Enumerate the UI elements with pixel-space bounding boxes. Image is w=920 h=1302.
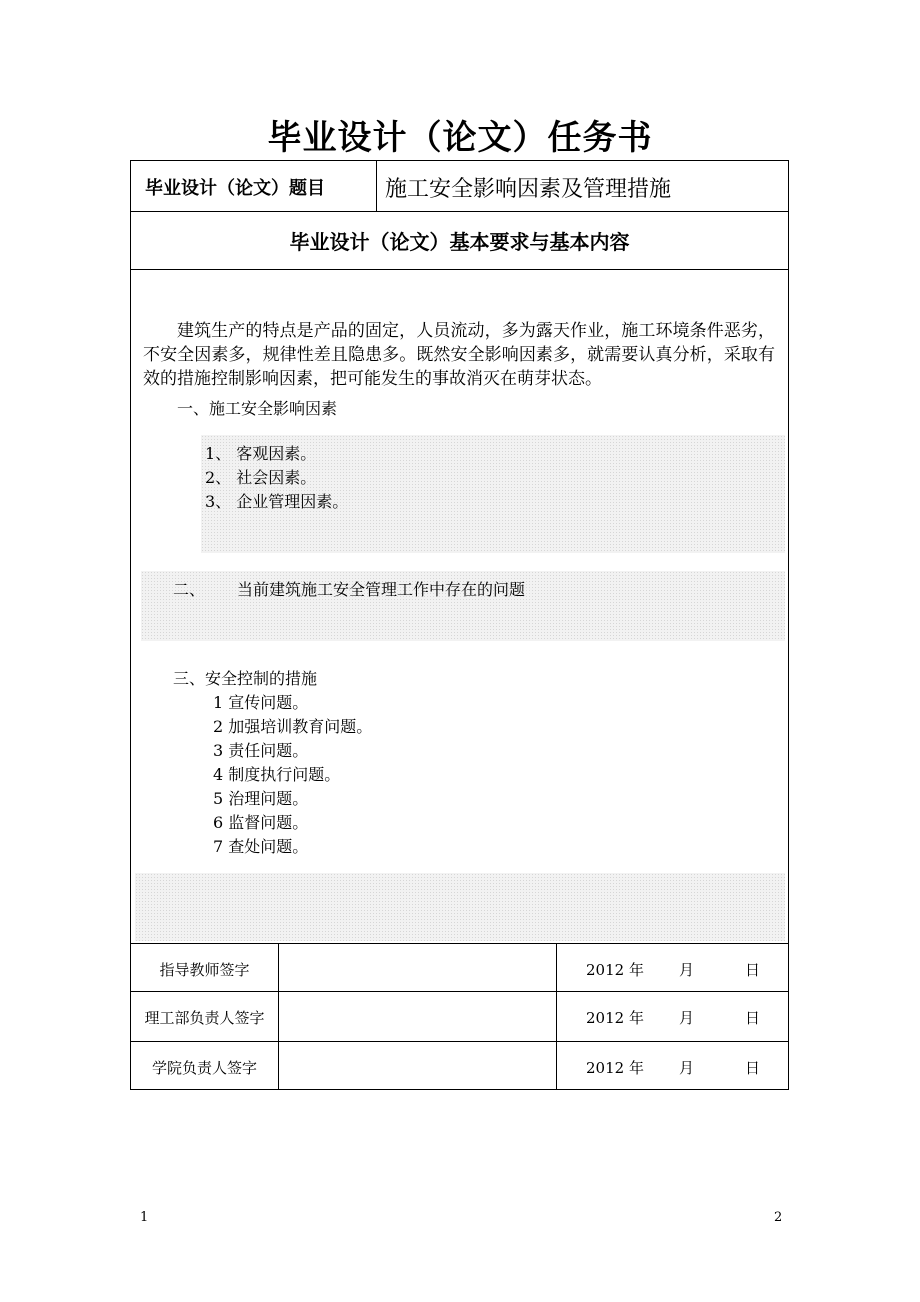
section2-heading: 当前建筑施工安全管理工作中存在的问题 (237, 580, 526, 599)
row-divider (131, 269, 788, 270)
shaded-block (135, 873, 785, 941)
topic-value: 施工安全影响因素及管理措施 (385, 177, 672, 202)
signature-label: 理工部负责人签字 (144, 1009, 265, 1027)
section2-number: 二、 (173, 580, 206, 599)
task-table (130, 160, 789, 1090)
signature-year: 2012 年 (586, 1059, 644, 1077)
signature-month: 月 (679, 1009, 695, 1027)
signature-label: 学院负责人签字 (151, 1059, 257, 1077)
list-item: 7 查处问题。 (213, 837, 309, 856)
signature-year: 2012 年 (586, 961, 644, 979)
topic-divider (376, 161, 377, 211)
signature-day: 日 (745, 961, 761, 979)
row-divider (131, 991, 788, 992)
page-number-right: 2 (774, 1210, 783, 1225)
section3-heading: 三、安全控制的措施 (173, 669, 318, 688)
sig-divider (278, 943, 279, 1089)
document-title: 毕业设计（论文）任务书 (267, 118, 653, 158)
list-item: 3 责任问题。 (213, 741, 309, 760)
signature-day: 日 (745, 1059, 761, 1077)
signature-year: 2012 年 (586, 1009, 644, 1027)
signature-month: 月 (679, 1059, 695, 1077)
signature-label: 指导教师签字 (159, 961, 250, 979)
list-item: 2 加强培训教育问题。 (213, 717, 373, 736)
intro-paragraph: 建筑生产的特点是产品的固定，人员流动，多为露天作业，施工环境条件恶劣，不安全因素多，规律性差且隐患多。既然安全影响因素多，就需要认真分析，采取有效的措施控制影响因素，把可能发生的事故消灭在萌芽状态。 (143, 321, 775, 389)
sig-divider (556, 943, 557, 1089)
row-divider (131, 943, 788, 944)
list-item: 5 治理问题。 (213, 789, 309, 808)
section1-heading: 一、施工安全影响因素 (177, 399, 338, 418)
list-item: 1、 客观因素。 (205, 444, 317, 463)
list-item: 4 制度执行问题。 (213, 765, 341, 784)
list-item: 2、 社会因素。 (205, 468, 317, 487)
list-item: 1 宣传问题。 (213, 693, 309, 712)
page-number-left: 1 (140, 1210, 149, 1225)
section-heading: 毕业设计（论文）基本要求与基本内容 (289, 230, 630, 254)
signature-month: 月 (679, 961, 695, 979)
topic-label: 毕业设计（论文）题目 (145, 178, 325, 199)
row-divider (131, 211, 788, 212)
signature-day: 日 (745, 1009, 761, 1027)
list-item: 6 监督问题。 (213, 813, 309, 832)
list-item: 3、 企业管理因素。 (205, 492, 349, 511)
row-divider (131, 1041, 788, 1042)
